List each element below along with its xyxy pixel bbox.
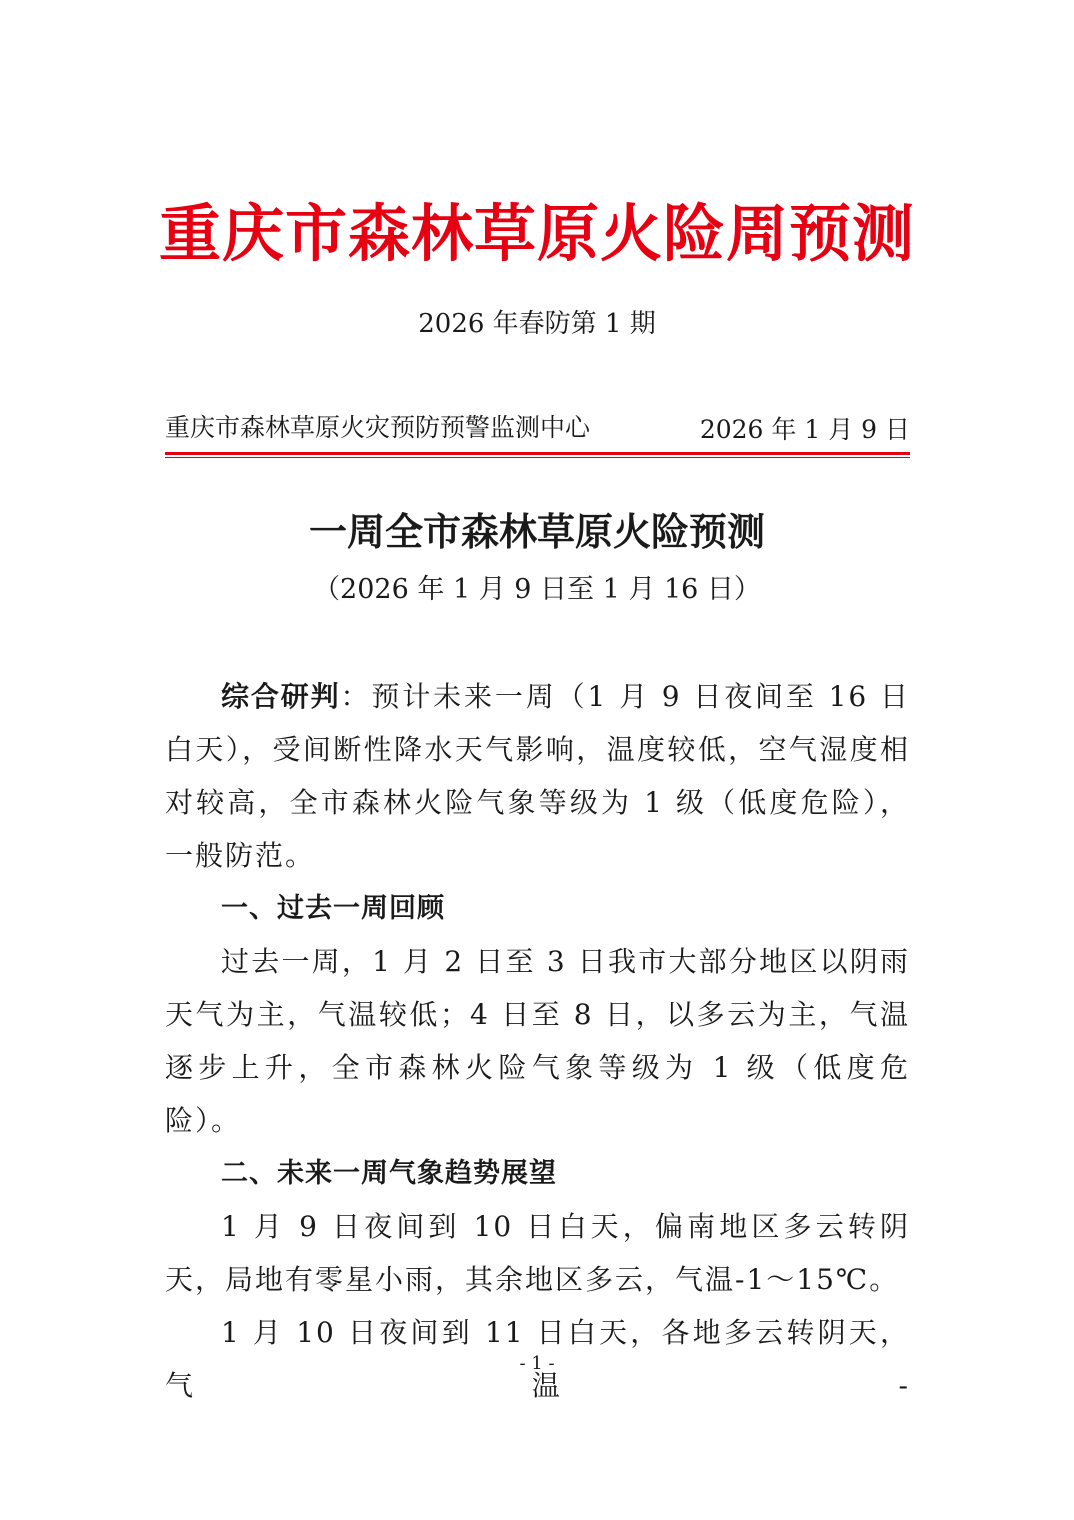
document-body — [165, 670, 910, 1412]
section-heading-outlook: 二、未来一周气象趋势展望 — [221, 1158, 557, 1189]
outlook-paragraph: 1 月 9 日夜间到 10 日白天，偏南地区多云转阴天，局地有零星小雨，其余地区多云，气温-1～15℃。 — [165, 1210, 910, 1296]
masthead-title: 重庆市森林草原火险周预测 — [158, 197, 915, 270]
outlook-paragraph: 1 月 10 日夜间到 11 日白天，各地多云转阴天，气温- — [165, 1316, 910, 1402]
summary-label: 综合研判 — [221, 680, 341, 713]
summary-paragraph — [165, 670, 910, 882]
publish-date: 2026 年 1 月 9 日 — [699, 415, 910, 444]
header-divider-thin — [165, 457, 910, 458]
section-heading-past-week: 一、过去一周回顾 — [221, 893, 445, 924]
header-divider-thick — [165, 452, 910, 455]
publisher-row — [165, 408, 910, 448]
summary-text: ：预计未来一周（1 月 9 日夜间至 16 日白天），受间断性降水天气影响，温度较低，空气湿度相对较高，全市森林火险气象等级为 1 级（低度危险），一般防范。 — [165, 680, 910, 872]
page-number: - 1 - — [519, 1353, 555, 1374]
publisher-organization: 重庆市森林草原火灾预防预警监测中心 — [165, 413, 591, 442]
forecast-date-range: （2026 年 1 月 9 日至 1 月 16 日） — [313, 574, 761, 605]
document-title: 一周全市森林草原火险预测 — [308, 509, 765, 554]
past-week-paragraph: 过去一周，1 月 2 日至 3 日我市大部分地区以阴雨天气为主，气温较低；4 日至 8 日，以多云为主，气温逐步上升，全市森林火险气象等级为 1 级（低度危险）。 — [165, 945, 910, 1137]
issue-number: 2026 年春防第 1 期 — [418, 309, 656, 339]
